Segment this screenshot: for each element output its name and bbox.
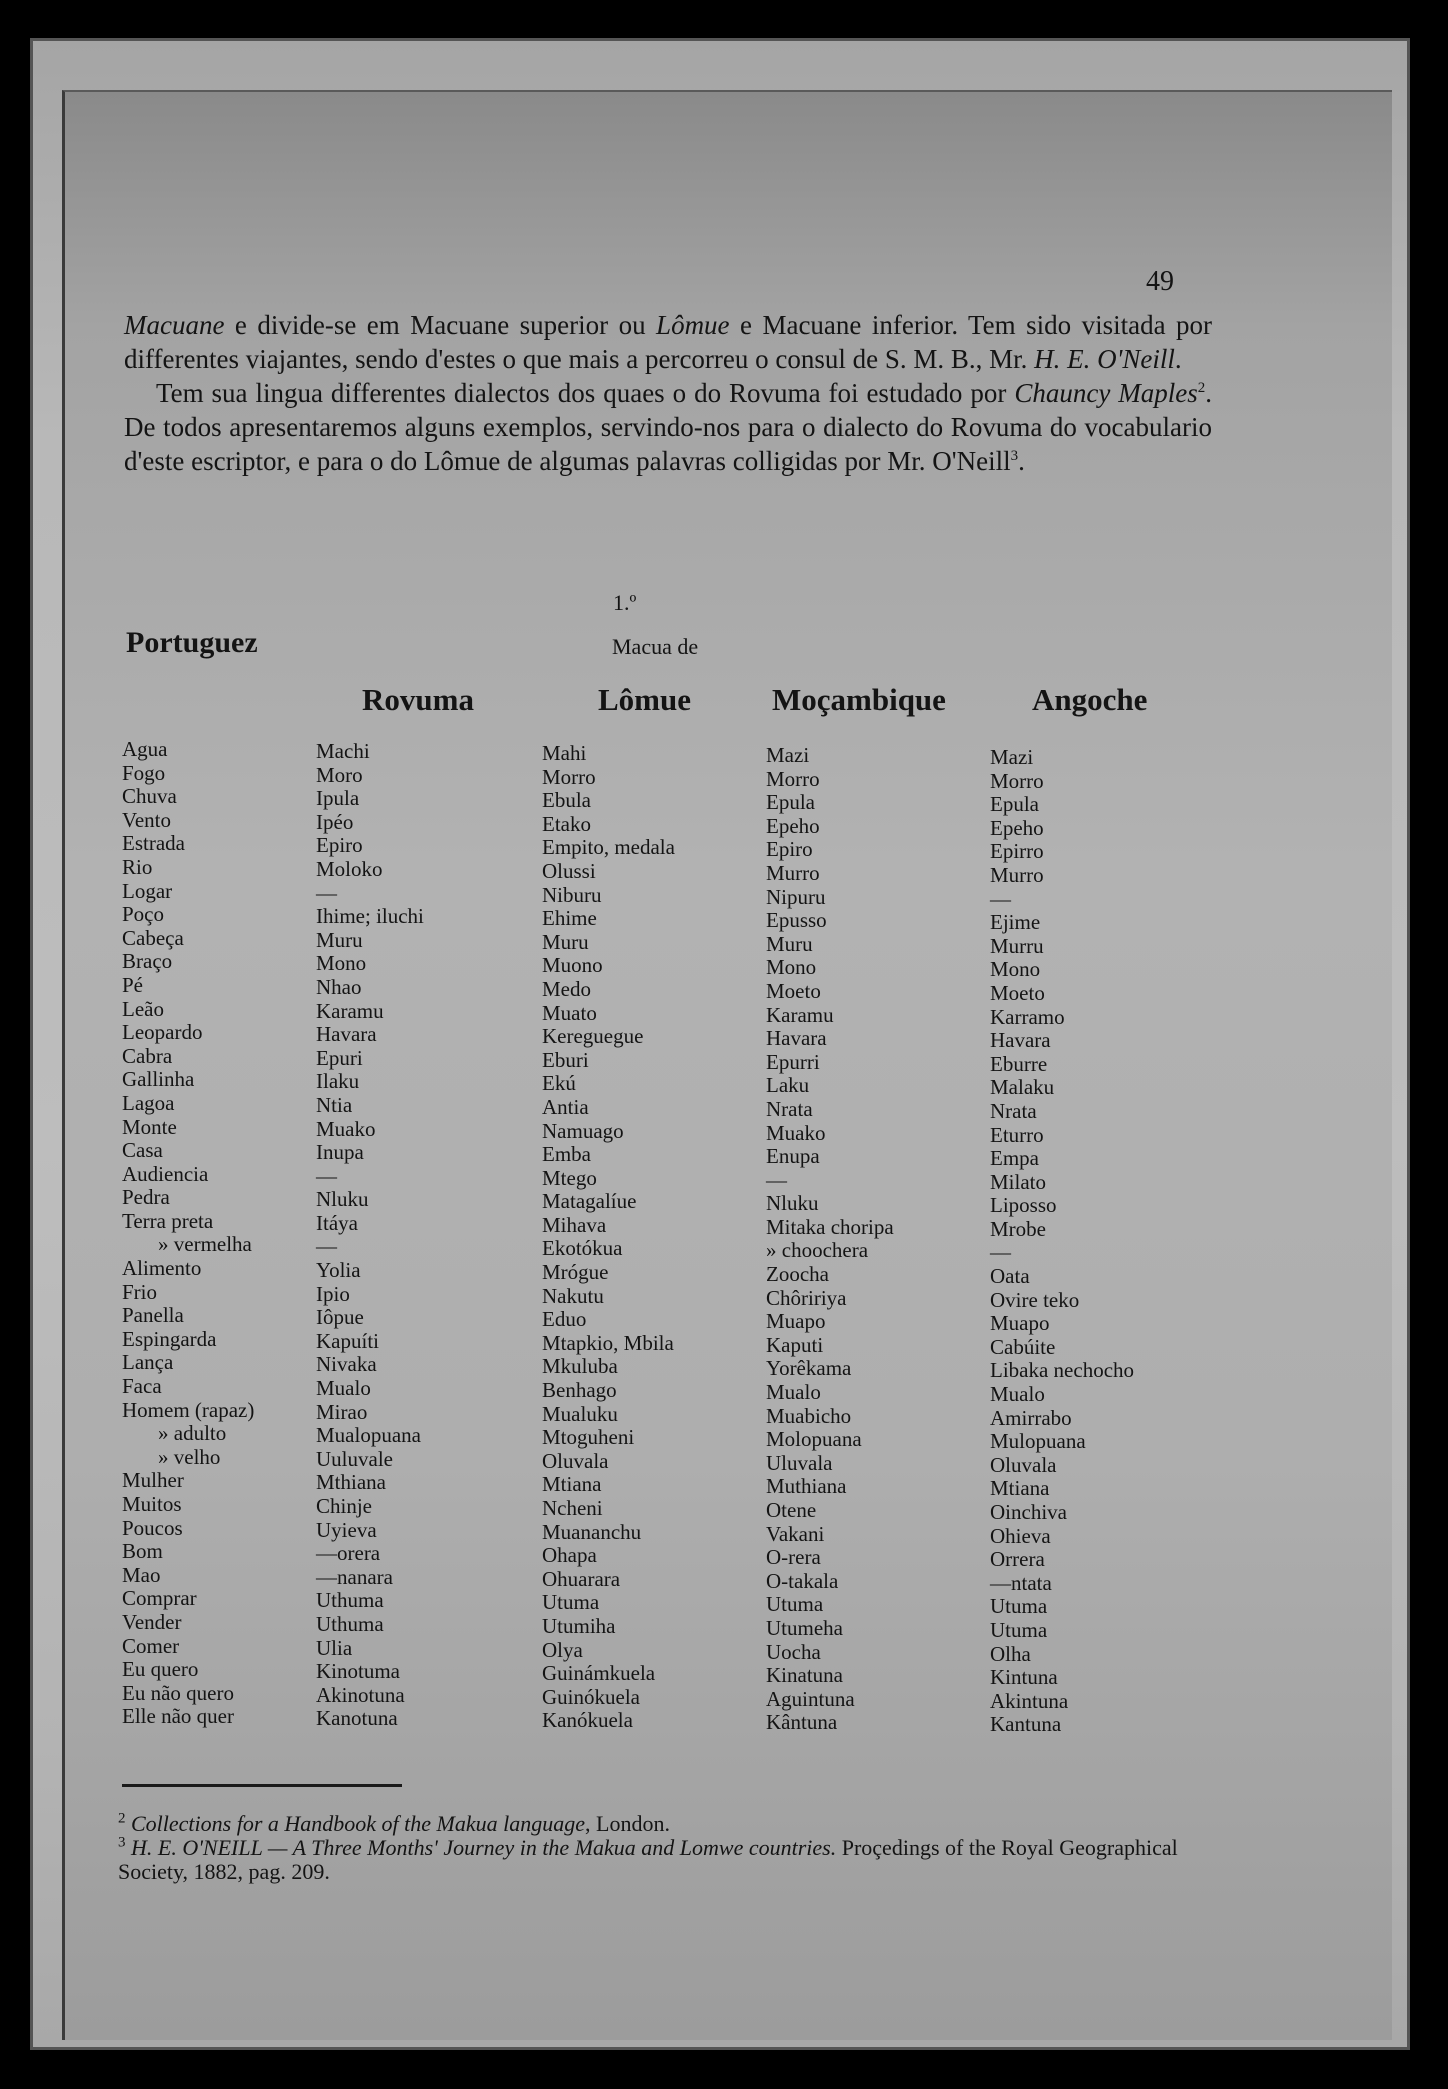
angoche-word: Murro [990, 862, 1044, 887]
portuguez-word: Eu quero [122, 1657, 199, 1682]
angoche-word: Karramo [990, 1004, 1065, 1029]
angoche-word: Oata [990, 1264, 1030, 1289]
angoche-word: Mazi [990, 745, 1034, 769]
rovuma-word: Ipéo [316, 809, 354, 834]
angoche-word: Empa [990, 1146, 1039, 1171]
rovuma-word: Kinotuma [316, 1659, 400, 1684]
portuguez-word: Leopardo [122, 1020, 203, 1045]
portuguez-word: Bom [122, 1539, 163, 1564]
portuguez-word: Cabra [122, 1043, 173, 1068]
portuguez-word: Vender [122, 1609, 182, 1634]
rovuma-word: Ntia [316, 1092, 353, 1117]
mocambique-word: Zoocha [766, 1262, 829, 1287]
angoche-word: Ovire teko [990, 1287, 1080, 1312]
rovuma-word: Machi [316, 739, 370, 763]
mocambique-word: Utuma [766, 1592, 824, 1617]
rovuma-word: Uuluvale [316, 1446, 393, 1471]
portuguez-word: » velho [158, 1444, 221, 1469]
lomue-word: Emba [542, 1142, 591, 1167]
portuguez-word: » vermelha [158, 1232, 252, 1257]
angoche-word: Eburre [990, 1051, 1048, 1076]
rovuma-word: Ilaku [316, 1069, 360, 1094]
angoche-word: Malaku [990, 1075, 1055, 1100]
angoche-word: Mtiana [990, 1476, 1050, 1501]
mocambique-word: Mualo [766, 1380, 821, 1405]
column-header-lomue: Lômue [598, 682, 691, 717]
mocambique-word: Muapo [766, 1309, 826, 1334]
portuguez-word: Logar [122, 878, 173, 903]
rovuma-word: —nanara [316, 1564, 393, 1589]
lomue-word: Mtapkio, Mbila [542, 1330, 674, 1355]
portuguez-word: Monte [122, 1114, 177, 1139]
rovuma-word: Mirao [316, 1399, 368, 1424]
mocambique-word: Molopuana [766, 1427, 862, 1452]
rovuma-word: Uthuma [316, 1588, 384, 1613]
portuguez-word: Fogo [122, 760, 166, 785]
lomue-word: Benhago [542, 1378, 617, 1403]
rovuma-word: Mono [316, 951, 367, 976]
mocambique-word: Epurri [766, 1049, 820, 1074]
portuguez-word: Braço [122, 949, 173, 974]
portuguez-word: Comprar [122, 1586, 197, 1611]
portuguez-word: Lagoa [122, 1090, 175, 1115]
angoche-word: Utuma [990, 1617, 1048, 1642]
portuguez-word: Chuva [122, 784, 177, 809]
angoche-word: Ohieva [990, 1523, 1051, 1548]
column-angoche [990, 746, 1134, 1737]
rovuma-word: — [316, 880, 337, 905]
rovuma-word: Mualopuana [316, 1423, 421, 1448]
lomue-word: Ehime [542, 906, 597, 931]
portuguez-word: Audiencia [122, 1161, 209, 1186]
footnote-3: $^3$ H. E. O'NEILL — A Three Months' Journey in the Makua and Lomwe countries. Proçedings of the Royal Geographical Society, 1882, pag. 209. [118, 1834, 1178, 1884]
portuguez-word: Muitos [122, 1492, 182, 1516]
intro-paragraph-1: Macuane e divide-se em Macuane superior ou Lômue e Macuane inferior. Tem sido visitada por differentes viajantes, sendo d'estes o que mais a percorreu o consul de S. M. B., Mr. H. E. O'Neill. [124, 310, 1212, 374]
lomue-word: Olya [542, 1637, 583, 1662]
lomue-word: Nakutu [542, 1283, 604, 1308]
portuguez-word: Espingarda [122, 1326, 217, 1351]
angoche-word: Amirrabo [990, 1405, 1072, 1430]
angoche-word: Olha [990, 1641, 1031, 1666]
mocambique-word: Aguintuna [766, 1686, 855, 1711]
mocambique-word: Kântuna [766, 1710, 838, 1735]
lomue-word: Muato [542, 1000, 597, 1025]
rovuma-word: Yolia [316, 1258, 361, 1283]
portuguez-word: Vento [122, 807, 171, 832]
intro-text [124, 308, 1212, 478]
angoche-word: Murru [990, 933, 1044, 958]
angoche-word: Mrobe [990, 1216, 1046, 1241]
portuguez-word: Eu não quero [122, 1680, 234, 1705]
lomue-word: Guinámkuela [542, 1661, 656, 1686]
portuguez-word: Faca [122, 1374, 162, 1399]
portuguez-word: » adulto [158, 1421, 227, 1446]
intro-paragraph-2: Tem sua lingua differentes dialectos dos quaes o do Rovuma foi estudado por Chauncy Maples$^2$. De todos apresentaremos alguns exemplos, servindo-nos para o dialecto do Rovuma do vocabulario d'este escriptor, e para o do Lômue de algumas palavras colligidas por Mr. O'Neill$^3$. [124, 378, 1212, 476]
lomue-word: Ekú [542, 1071, 576, 1096]
portuguez-word: Poucos [122, 1515, 183, 1540]
rovuma-word: Mthiana [316, 1470, 386, 1495]
angoche-word: Nrata [990, 1098, 1037, 1123]
portuguez-word: Leão [122, 996, 164, 1021]
lomue-word: Niburu [542, 882, 602, 907]
angoche-word: Orrera [990, 1547, 1045, 1572]
mocambique-word: Epiro [766, 837, 813, 862]
lomue-word: Matagalíue [542, 1189, 637, 1214]
rovuma-word: Inupa [316, 1140, 364, 1165]
mocambique-word: Enupa [766, 1144, 820, 1169]
mocambique-word: Kaputi [766, 1332, 824, 1357]
portuguez-word: Agua [122, 737, 168, 761]
mocambique-word: Epeho [766, 813, 820, 838]
lomue-word: Antia [542, 1094, 589, 1119]
angoche-word: Cabúite [990, 1334, 1056, 1359]
portuguez-word: Alimento [122, 1256, 202, 1281]
mocambique-word: Havara [766, 1026, 827, 1051]
mocambique-word: Laku [766, 1073, 810, 1098]
mocambique-word: » choochera [766, 1238, 869, 1263]
angoche-word: Oinchiva [990, 1500, 1067, 1524]
angoche-word: Epula [990, 792, 1039, 817]
mocambique-word: Chôririya [766, 1285, 847, 1310]
portuguez-word: Homem (rapaz) [122, 1397, 255, 1422]
rovuma-word: Mualo [316, 1376, 371, 1401]
rovuma-word: Iôpue [316, 1305, 364, 1330]
rovuma-word: Akinotuna [316, 1682, 405, 1707]
angoche-word: — [990, 1240, 1011, 1265]
portuguez-word: Elle não quer [122, 1704, 234, 1729]
lomue-word: Mtego [542, 1165, 597, 1190]
portuguez-word: Terra preta [122, 1208, 214, 1233]
rovuma-word: Kapuíti [316, 1328, 379, 1353]
rovuma-word: Nivaka [316, 1352, 377, 1377]
lomue-word: Eburi [542, 1047, 589, 1072]
portuguez-word: Mao [122, 1562, 161, 1587]
lomue-word: Mrógue [542, 1260, 609, 1285]
angoche-word: Kintuna [990, 1665, 1058, 1690]
mocambique-word: Vakani [766, 1521, 825, 1546]
mocambique-word: Yorêkama [766, 1356, 852, 1381]
lomue-word: Mihava [542, 1212, 607, 1237]
angoche-word: Utuma [990, 1594, 1048, 1619]
lomue-word: Kanókuela [542, 1708, 633, 1733]
column-mocambique [766, 744, 894, 1735]
angoche-word: Milato [990, 1169, 1046, 1194]
angoche-word: Akintuna [990, 1688, 1069, 1713]
footnote-divider [122, 1784, 402, 1787]
portuguez-word: Pedra [122, 1185, 170, 1210]
mocambique-word: Nrata [766, 1096, 813, 1121]
portuguez-word: Gallinha [122, 1067, 195, 1092]
angoche-word: Mulopuana [990, 1429, 1086, 1454]
lomue-word: Ekotókua [542, 1236, 623, 1261]
rovuma-word: — [316, 1234, 337, 1259]
column-header-mocambique: Moçambique [772, 682, 946, 717]
lomue-word: Morro [542, 764, 596, 789]
lomue-word: Muono [542, 953, 603, 978]
lomue-word: Etako [542, 811, 591, 836]
lomue-word: Utumiha [542, 1613, 616, 1638]
lomue-word: Mtiana [542, 1472, 602, 1497]
rovuma-word: —orera [316, 1541, 381, 1566]
mocambique-word: Nluku [766, 1191, 819, 1216]
lomue-word: Ebula [542, 788, 591, 813]
lomue-word: Medo [542, 976, 591, 1001]
rovuma-word: Epuri [316, 1045, 363, 1070]
rovuma-word: Ipula [316, 786, 360, 811]
angoche-word: Moeto [990, 980, 1045, 1005]
mocambique-word: Karamu [766, 1002, 834, 1027]
mocambique-word: Muabicho [766, 1403, 852, 1428]
portuguez-word: Rio [122, 854, 153, 879]
angoche-word: Muapo [990, 1311, 1050, 1336]
portuguez-word: Estrada [122, 831, 185, 856]
angoche-word: Oluvala [990, 1452, 1057, 1477]
rovuma-word: Ihime; iluchi [316, 904, 424, 929]
rovuma-word: Moro [316, 762, 363, 787]
column-rovuma [316, 740, 424, 1731]
angoche-word: —ntata [990, 1570, 1052, 1595]
angoche-word: Libaka nechocho [990, 1358, 1135, 1383]
angoche-word: Liposso [990, 1193, 1057, 1218]
portuguez-word: Panella [122, 1303, 184, 1328]
mocambique-word: Uocha [766, 1639, 821, 1664]
lomue-word: Kereguegue [542, 1024, 644, 1049]
lomue-word: Mualuku [542, 1401, 618, 1426]
angoche-word: Mualo [990, 1382, 1045, 1407]
portuguez-word: Cabeça [122, 925, 184, 950]
rovuma-word: Karamu [316, 998, 384, 1023]
rovuma-word: Nhao [316, 974, 362, 999]
mocambique-word: — [766, 1167, 787, 1192]
angoche-word: Kantuna [990, 1712, 1062, 1737]
mocambique-word: Nipuru [766, 884, 826, 909]
mocambique-word: Muru [766, 931, 813, 956]
mocambique-word: Mono [766, 955, 817, 980]
header-portuguez: Portuguez [126, 626, 258, 659]
portuguez-word: Frio [122, 1279, 158, 1304]
portuguez-word: Comer [122, 1633, 180, 1658]
rovuma-word: Muako [316, 1116, 376, 1141]
mocambique-word: Otene [766, 1498, 817, 1522]
lomue-word: Guinókuela [542, 1684, 640, 1709]
lomue-word: Mahi [542, 741, 587, 765]
column-header-angoche: Angoche [1032, 682, 1148, 717]
column-lomue [542, 742, 675, 1733]
mocambique-word: Moeto [766, 978, 821, 1003]
rovuma-word: Epiro [316, 833, 363, 858]
footnote-2: $^2$ Collections for a Handbook of the Makua language, London. [118, 1810, 670, 1836]
rovuma-word: Ipio [316, 1281, 350, 1306]
column-header-rovuma: Rovuma [362, 682, 474, 717]
rovuma-word: Muru [316, 927, 363, 952]
lomue-word: Eduo [542, 1307, 587, 1332]
rovuma-word: — [316, 1163, 337, 1188]
rovuma-word: Kanotuna [316, 1706, 398, 1731]
lomue-word: Ncheni [542, 1496, 603, 1520]
mocambique-word: Kinatuna [766, 1663, 843, 1688]
angoche-word: Havara [990, 1028, 1051, 1053]
page-number: 49 [1146, 266, 1174, 297]
mocambique-word: Utumeha [766, 1615, 843, 1640]
lomue-word: Empito, medala [542, 835, 675, 860]
angoche-word: Morro [990, 768, 1044, 793]
lomue-word: Olussi [542, 858, 596, 883]
portuguez-word: Casa [122, 1138, 163, 1163]
lomue-word: Mtoguheni [542, 1425, 635, 1450]
mocambique-word: Muako [766, 1120, 826, 1145]
rovuma-word: Chinje [316, 1494, 372, 1518]
lomue-word: Ohuarara [542, 1566, 621, 1591]
portuguez-word: Poço [122, 902, 164, 927]
mocambique-word: Uluvala [766, 1450, 833, 1475]
mocambique-word: Mazi [766, 743, 810, 767]
mocambique-word: Mitaka choripa [766, 1214, 894, 1239]
lomue-word: Namuago [542, 1118, 624, 1143]
portuguez-word: Pé [122, 972, 143, 997]
lomue-word: Mkuluba [542, 1354, 618, 1379]
mocambique-word: Epusso [766, 908, 827, 933]
angoche-word: Mono [990, 957, 1041, 982]
angoche-word: Epirro [990, 839, 1044, 864]
lomue-word: Muru [542, 929, 589, 954]
angoche-word: Eturro [990, 1122, 1044, 1147]
portuguez-word: Lança [122, 1350, 174, 1375]
portuguez-word: Mulher [122, 1468, 184, 1493]
lomue-word: Ohapa [542, 1543, 597, 1568]
lomue-word: Oluvala [542, 1448, 609, 1473]
angoche-word: — [990, 886, 1011, 911]
rovuma-word: Uyieva [316, 1517, 377, 1542]
rovuma-word: Nluku [316, 1187, 369, 1212]
angoche-word: Ejime [990, 910, 1041, 935]
mocambique-word: Epula [766, 790, 815, 815]
lomue-word: Utuma [542, 1590, 600, 1615]
mocambique-word: Morro [766, 766, 820, 791]
rovuma-word: Moloko [316, 856, 383, 881]
header-macua-de: Macua de [612, 634, 699, 659]
mocambique-word: Murro [766, 860, 820, 885]
rovuma-word: Uthuma [316, 1611, 384, 1636]
section-number: 1.º [613, 590, 637, 615]
mocambique-word: O-takala [766, 1568, 839, 1593]
mocambique-word: O-rera [766, 1545, 821, 1570]
rovuma-word: Ulia [316, 1635, 353, 1660]
column-portuguez [122, 738, 254, 1729]
angoche-word: Epeho [990, 815, 1044, 840]
rovuma-word: Itáya [316, 1210, 358, 1235]
mocambique-word: Muthiana [766, 1474, 847, 1499]
rovuma-word: Havara [316, 1022, 377, 1047]
lomue-word: Muananchu [542, 1519, 642, 1544]
